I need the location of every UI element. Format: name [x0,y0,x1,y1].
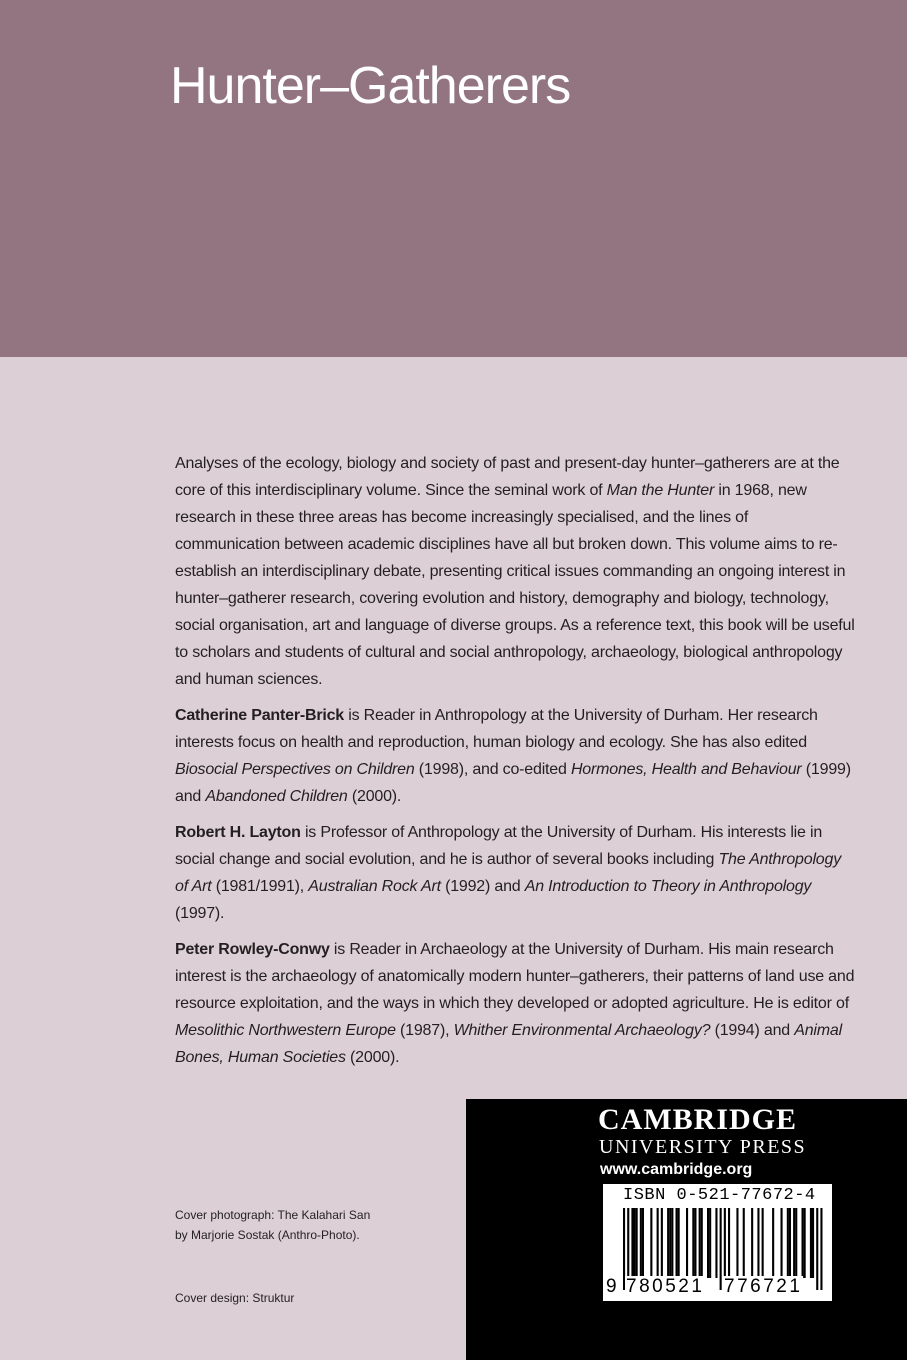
book-title-reference: Abandoned Children [205,788,348,805]
barcode-bar [789,1208,791,1278]
barcode-bar [640,1208,642,1278]
barcode-bar [757,1208,759,1278]
text-run: (1987), [395,1022,454,1039]
barcode-bar [804,1208,806,1278]
author-name: Robert H. Layton [175,824,301,841]
book-title: Hunter–Gatherers [170,57,571,115]
ean-digits [603,1276,832,1301]
barcode-bar [793,1208,795,1278]
barcode-bar [667,1208,669,1278]
text-run: Analyses of the ecology, biology and society of past and present-day hunter–gatherers are at the core of this interdisciplinary volume. Since the seminal work of [175,455,840,499]
book-title-reference: Biosocial Perspectives on Children [175,761,415,778]
text-run: (1994) and [710,1022,795,1039]
barcode-bar [728,1208,730,1278]
barcode-bar [678,1208,680,1278]
text-run: (1992) and [440,878,525,895]
photo-credit [175,1205,455,1245]
barcode-bar [781,1208,783,1278]
isbn-barcode [603,1184,832,1301]
barcode-bar [810,1208,812,1278]
book-title-reference: Hormones, Health and Behaviour [570,761,802,778]
book-title-reference: Australian Rock Art [308,878,441,895]
barcode-bar [686,1208,688,1278]
text-run: (1998), and co-edited [414,761,571,778]
barcode-bar [636,1208,638,1278]
publisher-subtitle: UNIVERSITY PRESS [599,1136,807,1158]
text-run: (1999) and [175,761,851,805]
barcode-bar [743,1208,745,1278]
design-credit: Cover design: Struktur [175,1291,295,1305]
barcode-bar [650,1208,652,1278]
text-run: is Reader in Anthropology at the University of Durham. Her research interests focus on health and reproduction, human biology and ecology. She has also edited [175,707,818,751]
author-bio-layton [175,819,855,927]
barcode-bar [699,1208,701,1278]
author-bio-panter-brick [175,702,855,810]
photo-credit-line-1: Cover photograph: The Kalahari San [175,1208,371,1222]
barcode-bar [669,1208,671,1278]
barcode-bar [657,1208,659,1278]
author-bio-rowley-conwy [175,936,855,1071]
ean-right-group: 776721 [724,1276,803,1297]
text-run: (1997). [175,905,225,922]
barcode-bar [736,1208,738,1278]
barcode-bar [795,1208,797,1278]
barcode-bar [694,1208,696,1278]
book-title-reference: An Introduction to Theory in Anthropology [524,878,812,895]
book-title-reference: Mesolithic Northwestern Europe [175,1022,396,1039]
title-band [0,0,907,357]
barcode-bar [692,1208,694,1278]
text-run: (1981/1991), [211,878,309,895]
text-run: (2000). [345,1049,400,1066]
author-name: Peter Rowley-Conwy [175,941,330,958]
barcode-bar [762,1208,764,1278]
isbn-label: ISBN 0-521-77672-4 [623,1186,816,1205]
barcode-bar [642,1208,644,1278]
barcode-bar [707,1208,709,1278]
barcode-bar [751,1208,753,1278]
barcode-bar [671,1208,673,1278]
book-title-reference: The Anthropology of Art [175,851,841,895]
back-cover-blurb [175,450,855,1080]
text-run: in 1968, new research in these three areas has become increasingly specialised, and the lines of communication between academic disciplines have all but broken down. This volume aims to re-establish an interdisciplinary debate, presenting critical issues commanding an ongoing interest in hunter–gatherer research, covering evolution and history, demography and biology, technology, social organisation, art and language of diverse groups. As a reference text, this book will be useful to scholars and students of cultural and social anthropology, archaeology, biological anthropology and human sciences. [175,482,855,688]
barcode-bar [812,1208,814,1278]
text-run: (2000). [347,788,402,805]
barcode-bar [634,1208,636,1278]
text-run: is Reader in Archaeology at the University of Durham. His main research interest is the archaeology of anatomically modern hunter–gatherers, their patterns of land use and resource exploitation, and the ways in which they developed or adopted agriculture. He is editor of [175,941,855,1012]
barcode-bar [802,1208,804,1278]
ean-first-digit: 9 [606,1276,617,1297]
description-paragraph [175,450,855,693]
barcode-bar [631,1208,633,1278]
text-run: is Professor of Anthropology at the University of Durham. His interests lie in social change and social evolution, and he is author of several books including [175,824,823,868]
book-title-reference: Whither Environmental Archaeology? [453,1022,711,1039]
book-title-reference: Man the Hunter [606,482,715,499]
barcode-bar [676,1208,678,1278]
author-name: Catherine Panter-Brick [175,707,344,724]
barcode-bar [772,1208,774,1278]
barcode-bar [701,1208,703,1278]
barcode-bar [661,1208,663,1278]
publisher-box [466,1099,907,1360]
photo-credit-line-2: by Marjorie Sostak (Anthro-Photo). [175,1228,360,1242]
book-title-reference: Animal Bones, Human Societies [175,1022,842,1066]
barcode-bar [787,1208,789,1278]
barcode-bar [715,1208,717,1278]
publisher-name: CAMBRIDGE [598,1103,798,1136]
barcode-bar [709,1208,711,1278]
ean-left-group: 780521 [626,1276,705,1297]
publisher-url: www.cambridge.org [600,1161,753,1178]
